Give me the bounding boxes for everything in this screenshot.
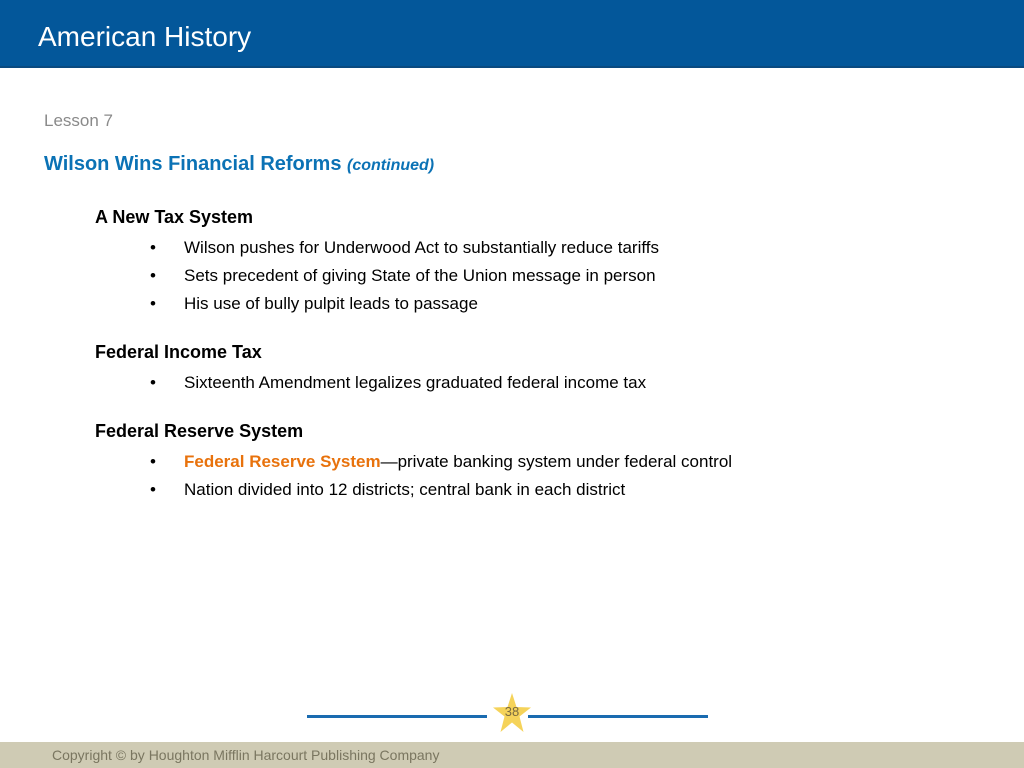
- bullet-text: Sixteenth Amendment legalizes graduated federal income tax: [184, 373, 647, 392]
- list-item: [95, 234, 895, 262]
- slide-title: [44, 153, 434, 176]
- footer-divider-left: [307, 715, 487, 718]
- section-heading: A New Tax System: [95, 207, 254, 227]
- section-new-tax-system: [95, 206, 895, 318]
- copyright-text: Copyright © by Houghton Mifflin Harcourt Publishing Company: [52, 747, 440, 763]
- bullet-list: [95, 234, 895, 318]
- lesson-label: Lesson 7: [44, 111, 113, 130]
- section-heading: Federal Income Tax: [95, 342, 262, 362]
- bullet-list: [95, 448, 895, 504]
- bullet-text: Sets precedent of giving State of the Union message in person: [184, 266, 656, 285]
- bullet-text: His use of bully pulpit leads to passage: [184, 294, 478, 313]
- bullet-icon: •: [150, 480, 156, 499]
- bullet-icon: •: [150, 294, 156, 313]
- list-item: [95, 448, 895, 476]
- list-item: [95, 369, 895, 397]
- footer-divider-right: [528, 715, 708, 718]
- slide-title-main: Wilson Wins Financial Reforms: [44, 153, 342, 175]
- bullet-text: Nation divided into 12 districts; central bank in each district: [184, 480, 626, 499]
- section-federal-reserve-system: [95, 420, 895, 504]
- key-term: Federal Reserve System: [184, 452, 381, 471]
- list-item: [95, 262, 895, 290]
- bullet-list: [95, 369, 895, 397]
- section-heading: Federal Reserve System: [95, 421, 304, 441]
- course-title: American History: [38, 21, 252, 52]
- page-number: 38: [504, 704, 520, 719]
- header-bar: [0, 0, 1024, 68]
- bullet-icon: •: [150, 266, 156, 285]
- footer-bar: [0, 742, 1024, 768]
- bullet-text: Wilson pushes for Underwood Act to substantially reduce tariffs: [184, 238, 659, 257]
- bullet-icon: •: [150, 373, 156, 392]
- list-item: [95, 290, 895, 318]
- bullet-icon: •: [150, 452, 156, 471]
- list-item: [95, 476, 895, 504]
- section-federal-income-tax: [95, 341, 895, 397]
- bullet-text: —private banking system under federal control: [380, 452, 733, 471]
- slide-title-suffix: (continued): [347, 157, 435, 174]
- bullet-icon: •: [150, 238, 156, 257]
